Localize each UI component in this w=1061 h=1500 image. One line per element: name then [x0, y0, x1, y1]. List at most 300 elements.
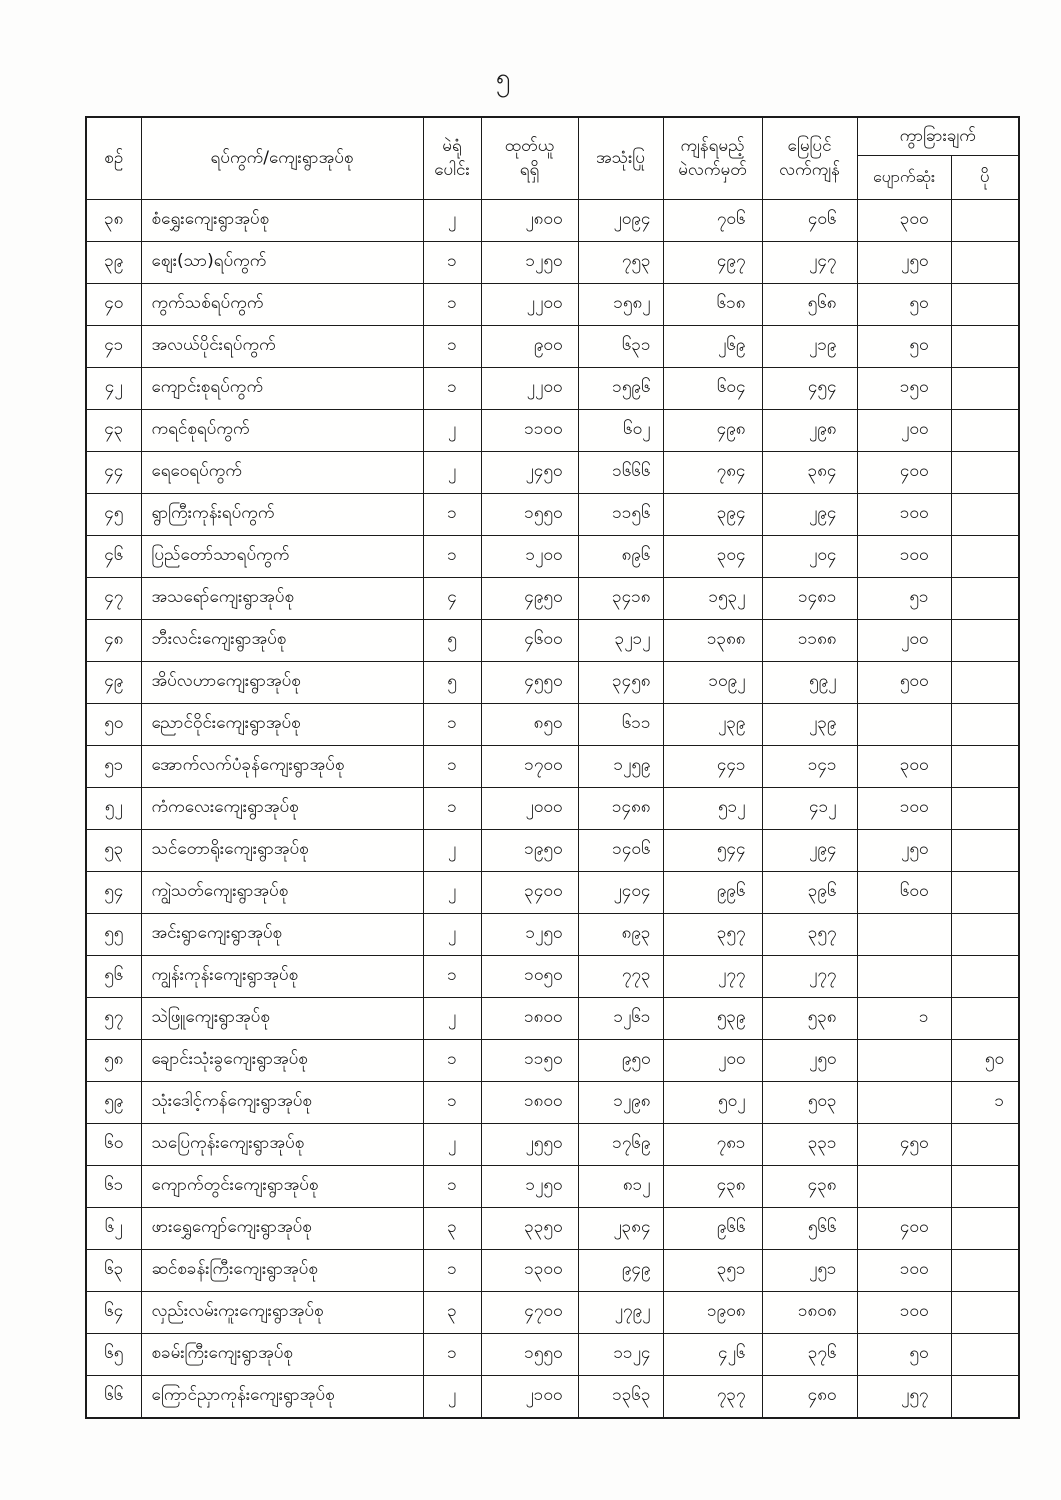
cell-stations: ၁ — [423, 1081, 481, 1123]
cell-remaining: ၁၅၃၂ — [663, 577, 762, 619]
cell-remaining: ၇၈၁ — [663, 1123, 762, 1165]
cell-used: ၁၇၆၉ — [578, 1123, 663, 1165]
cell-name: ဖားရွှေကျော်ကျေးရွာအုပ်စု — [141, 1207, 423, 1249]
cell-extra — [951, 1375, 1019, 1418]
cell-lost: ၂၀၀ — [857, 619, 951, 661]
cell-name: သုံးဒေါင့်ကန်ကျေးရွာအုပ်စု — [141, 1081, 423, 1123]
table-row — [86, 1375, 1019, 1418]
cell-serial: ၄၂ — [86, 367, 141, 409]
cell-ground: ၂၉၄ — [762, 829, 857, 871]
header-line: ထုတ်ယူ — [504, 135, 555, 156]
cell-serial: ၅၁ — [86, 745, 141, 787]
cell-received: ၂၈၀၀ — [481, 199, 578, 241]
cell-name: ဈေး(သာ)ရပ်ကွက် — [141, 241, 423, 283]
cell-lost: ၁ — [857, 997, 951, 1039]
cell-name: ကျွဲသတ်ကျေးရွာအုပ်စု — [141, 871, 423, 913]
cell-lost: ၄၀၀ — [857, 451, 951, 493]
cell-serial: ၄၉ — [86, 661, 141, 703]
cell-stations: ၂ — [423, 451, 481, 493]
cell-name: ပြည်တော်သာရပ်ကွက် — [141, 535, 423, 577]
cell-lost — [857, 1039, 951, 1081]
cell-ground: ၅၆၈ — [762, 283, 857, 325]
cell-received: ၁၂၅၀ — [481, 241, 578, 283]
cell-serial: ၆၄ — [86, 1291, 141, 1333]
cell-ground: ၁၄၁ — [762, 745, 857, 787]
cell-remaining: ၇၀၆ — [663, 199, 762, 241]
header-line: ပေါင်း — [434, 160, 470, 181]
table-row — [86, 1165, 1019, 1207]
cell-received: ၁၁၀၀ — [481, 409, 578, 451]
cell-ground: ၁၁၈၈ — [762, 619, 857, 661]
cell-extra — [951, 283, 1019, 325]
cell-stations: ၂ — [423, 997, 481, 1039]
cell-name: ကျောင်းစုရပ်ကွက် — [141, 367, 423, 409]
cell-ground: ၂၇၇ — [762, 955, 857, 997]
cell-name: အလယ်ပိုင်းရပ်ကွက် — [141, 325, 423, 367]
table-row — [86, 1333, 1019, 1375]
page-number: ၅ — [495, 63, 511, 93]
cell-serial: ၄၀ — [86, 283, 141, 325]
cell-remaining: ၃၅၇ — [663, 913, 762, 955]
table-row — [86, 535, 1019, 577]
cell-extra — [951, 1249, 1019, 1291]
cell-lost: ၁၀၀ — [857, 787, 951, 829]
cell-name: ချောင်းသုံးခွကျေးရွာအုပ်စု — [141, 1039, 423, 1081]
cell-ground: ၃၃၁ — [762, 1123, 857, 1165]
cell-name: ညောင်ဝိုင်းကျေးရွာအုပ်စု — [141, 703, 423, 745]
table-row — [86, 493, 1019, 535]
cell-received: ၄၆၀၀ — [481, 619, 578, 661]
cell-received: ၁၂၅၀ — [481, 913, 578, 955]
cell-stations: ၁ — [423, 535, 481, 577]
cell-lost — [857, 703, 951, 745]
cell-received: ၃၄၀၀ — [481, 871, 578, 913]
cell-ground: ၂၃၉ — [762, 703, 857, 745]
cell-used: ၈၁၂ — [578, 1165, 663, 1207]
cell-remaining: ၆၀၄ — [663, 367, 762, 409]
cell-remaining: ၉၆၆ — [663, 1207, 762, 1249]
cell-stations: ၁ — [423, 787, 481, 829]
cell-stations: ၁ — [423, 745, 481, 787]
cell-ground: ၂၀၄ — [762, 535, 857, 577]
cell-received: ၃၃၅၀ — [481, 1207, 578, 1249]
cell-stations: ၁ — [423, 241, 481, 283]
cell-lost: ၅၀ — [857, 1333, 951, 1375]
cell-received: ၁၂၀၀ — [481, 535, 578, 577]
cell-extra — [951, 493, 1019, 535]
header-received — [481, 117, 578, 199]
cell-received: ၁၇၀၀ — [481, 745, 578, 787]
cell-name: ကံကလေးကျေးရွာအုပ်စု — [141, 787, 423, 829]
cell-lost: ၃၀၀ — [857, 199, 951, 241]
cell-remaining: ၃၀၄ — [663, 535, 762, 577]
cell-name: ကရင်စုရပ်ကွက် — [141, 409, 423, 451]
cell-stations: ၁ — [423, 1039, 481, 1081]
cell-serial: ၅၃ — [86, 829, 141, 871]
cell-ground: ၃၈၄ — [762, 451, 857, 493]
cell-ground: ၅၃၈ — [762, 997, 857, 1039]
cell-used: ၉၅၀ — [578, 1039, 663, 1081]
cell-ground: ၁၄၈၁ — [762, 577, 857, 619]
header-remaining-ballots — [663, 117, 762, 199]
cell-remaining: ၂၀၀ — [663, 1039, 762, 1081]
table-row — [86, 1249, 1019, 1291]
cell-used: ၁၆၆၆ — [578, 451, 663, 493]
cell-extra — [951, 619, 1019, 661]
cell-name: ကျွန်းကုန်းကျေးရွာအုပ်စု — [141, 955, 423, 997]
header-extra: ပို — [951, 155, 1019, 199]
table-row — [86, 199, 1019, 241]
cell-received: ၄၅၅၀ — [481, 661, 578, 703]
cell-lost: ၃၀၀ — [857, 745, 951, 787]
cell-extra — [951, 367, 1019, 409]
cell-remaining: ၄၉၇ — [663, 241, 762, 283]
header-ward-village-name: ရပ်ကွက်/ကျေးရွာအုပ်စု — [141, 117, 423, 199]
cell-received: ၉၀၀ — [481, 325, 578, 367]
cell-name: စံရွှေးကျေးရွာအုပ်စု — [141, 199, 423, 241]
cell-extra — [951, 451, 1019, 493]
cell-extra — [951, 199, 1019, 241]
cell-stations: ၁ — [423, 325, 481, 367]
table-row — [86, 661, 1019, 703]
header-line: လက်ကျန် — [779, 160, 840, 181]
cell-used: ၁၂၉၈ — [578, 1081, 663, 1123]
cell-name: ရေဝေရပ်ကွက် — [141, 451, 423, 493]
cell-stations: ၅ — [423, 619, 481, 661]
cell-name: လှည်းလမ်းကူးကျေးရွာအုပ်စု — [141, 1291, 423, 1333]
cell-name: စခမ်းကြီးကျေးရွာအုပ်စု — [141, 1333, 423, 1375]
cell-name: သဲဖြူကျေးရွာအုပ်စု — [141, 997, 423, 1039]
cell-stations: ၁ — [423, 367, 481, 409]
cell-ground: ၂၁၉ — [762, 325, 857, 367]
cell-stations: ၂ — [423, 409, 481, 451]
cell-ground: ၂၅၁ — [762, 1249, 857, 1291]
cell-serial: ၅၇ — [86, 997, 141, 1039]
cell-lost: ၁၀၀ — [857, 493, 951, 535]
cell-serial: ၅၆ — [86, 955, 141, 997]
cell-received: ၁၉၅၀ — [481, 829, 578, 871]
cell-lost — [857, 913, 951, 955]
cell-serial: ၆၆ — [86, 1375, 141, 1418]
cell-used: ၆၃၁ — [578, 325, 663, 367]
cell-stations: ၂ — [423, 871, 481, 913]
cell-ground: ၃၉၆ — [762, 871, 857, 913]
cell-ground: ၂၅၀ — [762, 1039, 857, 1081]
cell-lost: ၄၅၀ — [857, 1123, 951, 1165]
cell-stations: ၁ — [423, 1333, 481, 1375]
table-row — [86, 325, 1019, 367]
cell-extra — [951, 1333, 1019, 1375]
cell-extra — [951, 955, 1019, 997]
cell-remaining: ၃၉၄ — [663, 493, 762, 535]
cell-used: ၆၀၂ — [578, 409, 663, 451]
cell-received: ၁၁၅၀ — [481, 1039, 578, 1081]
cell-remaining: ၇၃၇ — [663, 1375, 762, 1418]
cell-name: ဆင်စခန်းကြီးကျေးရွာအုပ်စု — [141, 1249, 423, 1291]
cell-remaining: ၂၃၉ — [663, 703, 762, 745]
table-row — [86, 1291, 1019, 1333]
cell-ground: ၃၇၆ — [762, 1333, 857, 1375]
cell-received: ၂၂၀၀ — [481, 367, 578, 409]
cell-used: ၁၅၉၆ — [578, 367, 663, 409]
table-row — [86, 367, 1019, 409]
cell-serial: ၅၅ — [86, 913, 141, 955]
cell-serial: ၄၆ — [86, 535, 141, 577]
cell-serial: ၄၃ — [86, 409, 141, 451]
cell-used: ၈၉၆ — [578, 535, 663, 577]
cell-name: ရွာကြီးကုန်းရပ်ကွက် — [141, 493, 423, 535]
cell-lost: ၂၅၇ — [857, 1375, 951, 1418]
table-row — [86, 577, 1019, 619]
cell-remaining: ၉၉၆ — [663, 871, 762, 913]
cell-ground: ၅၀၃ — [762, 1081, 857, 1123]
cell-lost: ၅၀ — [857, 325, 951, 367]
cell-received: ၄၉၅၀ — [481, 577, 578, 619]
ballot-accounting-table — [85, 116, 1020, 1419]
cell-ground: ၅၉၂ — [762, 661, 857, 703]
cell-lost: ၅၀ — [857, 283, 951, 325]
cell-remaining: ၅၀၂ — [663, 1081, 762, 1123]
cell-stations: ၁ — [423, 955, 481, 997]
cell-remaining: ၅၄၄ — [663, 829, 762, 871]
cell-name: အိပ်လဟာကျေးရွာအုပ်စု — [141, 661, 423, 703]
cell-ground: ၄၈၀ — [762, 1375, 857, 1418]
cell-remaining: ၃၅၁ — [663, 1249, 762, 1291]
cell-serial: ၄၈ — [86, 619, 141, 661]
cell-stations: ၁ — [423, 493, 481, 535]
cell-lost: ၂၅၀ — [857, 241, 951, 283]
table-body — [86, 199, 1019, 1418]
table-row — [86, 787, 1019, 829]
table-row — [86, 1207, 1019, 1249]
cell-lost: ၅၁ — [857, 577, 951, 619]
cell-lost: ၁၀၀ — [857, 1249, 951, 1291]
cell-ground: ၄၁၂ — [762, 787, 857, 829]
cell-lost — [857, 1081, 951, 1123]
cell-stations: ၁ — [423, 283, 481, 325]
cell-name: ကြောင်ညှာကုန်းကျေးရွာအုပ်စု — [141, 1375, 423, 1418]
cell-used: ၂၃၈၄ — [578, 1207, 663, 1249]
cell-remaining: ၁၀၉၂ — [663, 661, 762, 703]
cell-name: သင်တောရိုးကျေးရွာအုပ်စု — [141, 829, 423, 871]
cell-extra — [951, 241, 1019, 283]
cell-received: ၁၃၀၀ — [481, 1249, 578, 1291]
cell-used: ၁၅၈၂ — [578, 283, 663, 325]
cell-extra — [951, 703, 1019, 745]
cell-stations: ၁ — [423, 1249, 481, 1291]
cell-stations: ၃ — [423, 1291, 481, 1333]
header-line: ရရှိ — [519, 160, 540, 181]
cell-name: ကွက်သစ်ရပ်ကွက် — [141, 283, 423, 325]
cell-extra — [951, 1207, 1019, 1249]
cell-serial: ၆၁ — [86, 1165, 141, 1207]
table-row — [86, 703, 1019, 745]
cell-received: ၁၅၅၀ — [481, 493, 578, 535]
cell-lost: ၂၀၀ — [857, 409, 951, 451]
cell-lost: ၁၅၀ — [857, 367, 951, 409]
cell-extra — [951, 1165, 1019, 1207]
cell-used: ၂၀၉၄ — [578, 199, 663, 241]
cell-ground: ၄၀၆ — [762, 199, 857, 241]
cell-lost: ၅၀၀ — [857, 661, 951, 703]
cell-extra — [951, 535, 1019, 577]
cell-ground: ၃၅၇ — [762, 913, 857, 955]
cell-serial: ၄၄ — [86, 451, 141, 493]
cell-lost — [857, 955, 951, 997]
cell-used: ၁၃၆၃ — [578, 1375, 663, 1418]
header-line: ကျန်ရမည့် — [680, 135, 745, 156]
table-row — [86, 1123, 1019, 1165]
cell-used: ၂၄၀၄ — [578, 871, 663, 913]
table-row — [86, 1081, 1019, 1123]
cell-used: ၂၇၉၂ — [578, 1291, 663, 1333]
cell-used: ၁၁၂၄ — [578, 1333, 663, 1375]
cell-serial: ၄၇ — [86, 577, 141, 619]
cell-remaining: ၁၉၀၈ — [663, 1291, 762, 1333]
cell-remaining: ၂၇၇ — [663, 955, 762, 997]
cell-remaining: ၇၈၄ — [663, 451, 762, 493]
cell-ground: ၁၈၀၈ — [762, 1291, 857, 1333]
cell-stations: ၁ — [423, 1165, 481, 1207]
cell-serial: ၃၈ — [86, 199, 141, 241]
cell-used: ၉၄၉ — [578, 1249, 663, 1291]
cell-stations: ၃ — [423, 1207, 481, 1249]
cell-extra — [951, 829, 1019, 871]
table-row — [86, 829, 1019, 871]
cell-lost: ၂၅၀ — [857, 829, 951, 871]
cell-extra — [951, 409, 1019, 451]
cell-received: ၂၁၀၀ — [481, 1375, 578, 1418]
cell-received: ၁၅၅၀ — [481, 1333, 578, 1375]
cell-lost: ၄၀၀ — [857, 1207, 951, 1249]
cell-serial: ၆၃ — [86, 1249, 141, 1291]
cell-name: ကျောက်တွင်းကျေးရွာအုပ်စု — [141, 1165, 423, 1207]
cell-extra — [951, 871, 1019, 913]
cell-ground: ၅၆၆ — [762, 1207, 857, 1249]
cell-remaining: ၂၆၉ — [663, 325, 762, 367]
cell-lost — [857, 1165, 951, 1207]
cell-stations: ၂ — [423, 1123, 481, 1165]
cell-extra — [951, 913, 1019, 955]
header-ground-balance — [762, 117, 857, 199]
cell-received: ၂၄၅၀ — [481, 451, 578, 493]
table-row — [86, 1039, 1019, 1081]
cell-ground: ၂၄၇ — [762, 241, 857, 283]
cell-extra — [951, 661, 1019, 703]
cell-lost: ၁၀၀ — [857, 535, 951, 577]
cell-ground: ၂၉၈ — [762, 409, 857, 451]
cell-extra — [951, 1291, 1019, 1333]
cell-stations: ၁ — [423, 703, 481, 745]
cell-serial: ၃၉ — [86, 241, 141, 283]
header-lost: ပျောက်ဆုံး — [857, 155, 951, 199]
cell-extra: ၁ — [951, 1081, 1019, 1123]
cell-ground: ၄၅၄ — [762, 367, 857, 409]
header-line: မဲရုံ — [442, 135, 462, 156]
cell-remaining: ၁၃၈၈ — [663, 619, 762, 661]
cell-used: ၁၁၅၆ — [578, 493, 663, 535]
cell-stations: ၂ — [423, 829, 481, 871]
cell-lost: ၆၀၀ — [857, 871, 951, 913]
header-serial: စဉ် — [86, 117, 141, 199]
cell-extra — [951, 1123, 1019, 1165]
cell-name: အောက်လက်ပံခုန်ကျေးရွာအုပ်စု — [141, 745, 423, 787]
cell-stations: ၅ — [423, 661, 481, 703]
cell-stations: ၄ — [423, 577, 481, 619]
cell-extra — [951, 577, 1019, 619]
cell-remaining: ၄၄၁ — [663, 745, 762, 787]
cell-name: အသရော်ကျေးရွာအုပ်စု — [141, 577, 423, 619]
cell-received: ၈၅၀ — [481, 703, 578, 745]
cell-used: ၃၂၁၂ — [578, 619, 663, 661]
header-polling-stations — [423, 117, 481, 199]
table-row — [86, 997, 1019, 1039]
cell-received: ၁၂၅၀ — [481, 1165, 578, 1207]
cell-ground: ၄၃၈ — [762, 1165, 857, 1207]
cell-received: ၂၀၀၀ — [481, 787, 578, 829]
cell-stations: ၂ — [423, 913, 481, 955]
cell-serial: ၄၅ — [86, 493, 141, 535]
table-row — [86, 871, 1019, 913]
cell-name: သပြေကုန်းကျေးရွာအုပ်စု — [141, 1123, 423, 1165]
cell-serial: ၆၅ — [86, 1333, 141, 1375]
cell-extra — [951, 745, 1019, 787]
cell-extra — [951, 787, 1019, 829]
cell-remaining: ၄၉၈ — [663, 409, 762, 451]
table-row — [86, 241, 1019, 283]
table-row — [86, 409, 1019, 451]
cell-used: ၁၂၆၁ — [578, 997, 663, 1039]
cell-remaining: ၆၁၈ — [663, 283, 762, 325]
cell-remaining: ၄၂၆ — [663, 1333, 762, 1375]
cell-serial: ၅၉ — [86, 1081, 141, 1123]
table-row — [86, 745, 1019, 787]
cell-used: ၈၉၃ — [578, 913, 663, 955]
cell-received: ၁၈၀၀ — [481, 1081, 578, 1123]
table-row — [86, 619, 1019, 661]
cell-serial: ၆၂ — [86, 1207, 141, 1249]
cell-remaining: ၄၃၈ — [663, 1165, 762, 1207]
cell-used: ၁၄၀၆ — [578, 829, 663, 871]
cell-ground: ၂၉၄ — [762, 493, 857, 535]
cell-used: ၃၄၅၈ — [578, 661, 663, 703]
cell-used: ၇၅၃ — [578, 241, 663, 283]
cell-received: ၂၂၀၀ — [481, 283, 578, 325]
table-row — [86, 913, 1019, 955]
header-used: အသုံးပြု — [578, 117, 663, 199]
header-line: မဲလက်မှတ် — [678, 160, 747, 181]
cell-name: အင်းရွာကျေးရွာအုပ်စု — [141, 913, 423, 955]
cell-stations: ၂ — [423, 199, 481, 241]
cell-lost: ၁၀၀ — [857, 1291, 951, 1333]
cell-received: ၄၇၀၀ — [481, 1291, 578, 1333]
cell-serial: ၄၁ — [86, 325, 141, 367]
cell-received: ၁၀၅၀ — [481, 955, 578, 997]
table-header — [86, 117, 1019, 199]
cell-serial: ၅၂ — [86, 787, 141, 829]
header-line: မြေပြင် — [787, 135, 832, 156]
cell-remaining: ၅၁၂ — [663, 787, 762, 829]
cell-extra: ၅၀ — [951, 1039, 1019, 1081]
table-row — [86, 283, 1019, 325]
cell-used: ၆၁၁ — [578, 703, 663, 745]
cell-used: ၁၄၈၈ — [578, 787, 663, 829]
cell-remaining: ၅၃၉ — [663, 997, 762, 1039]
cell-name: ဘီးလင်းကျေးရွာအုပ်စု — [141, 619, 423, 661]
cell-stations: ၂ — [423, 1375, 481, 1418]
cell-used: ၇၇၃ — [578, 955, 663, 997]
cell-received: ၂၅၅၀ — [481, 1123, 578, 1165]
